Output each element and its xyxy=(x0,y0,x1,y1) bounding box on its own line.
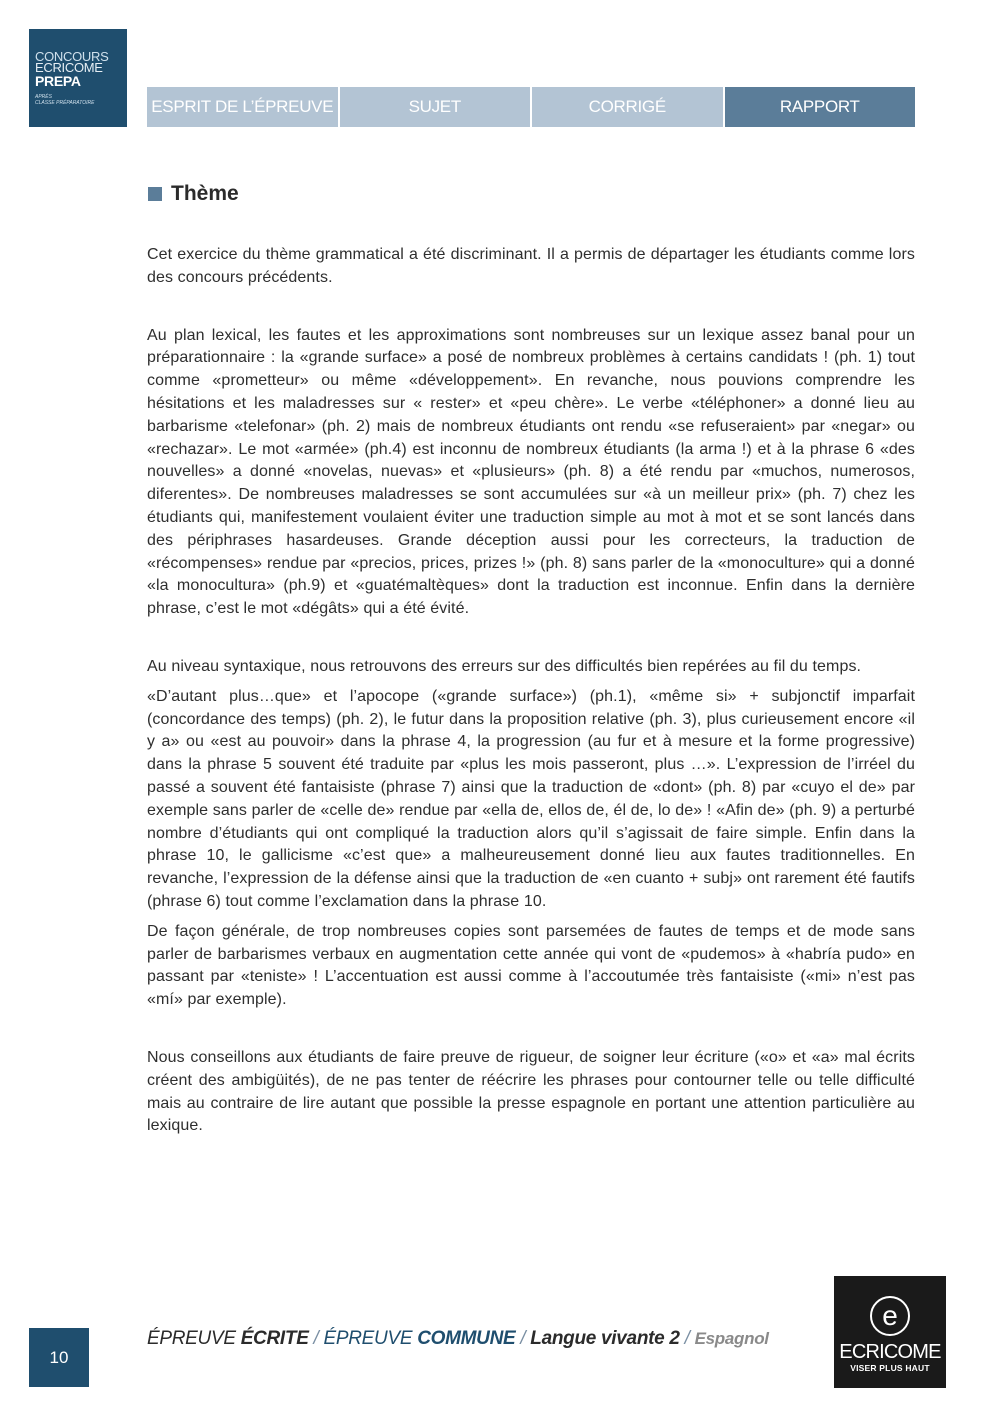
tab-corrige[interactable]: CORRIGÉ xyxy=(532,87,723,127)
page-number: 10 xyxy=(29,1328,89,1387)
paragraph-intro: Cet exercice du thème grammatical a été discriminant. Il a permis de départager les étudiants comme lors des concours précédents. xyxy=(147,246,915,286)
footer-langue: Langue vivante 2 xyxy=(530,1328,680,1349)
section-heading xyxy=(148,182,239,206)
logo-line-ecricome: ECRICOME xyxy=(35,60,103,75)
tab-rapport[interactable]: RAPPORT xyxy=(725,87,916,127)
section-tabs xyxy=(147,87,915,127)
footer-separator: / xyxy=(515,1328,531,1349)
paragraph-advice: Nous conseillons aux étudiants de faire preuve de rigueur, de soigner leur écriture («o» et «a» mal écrits créent des ambigüités), de ne pas tenter de réécrire les phrases pour contourner telle ou telle difficulté mais au contraire de lire autant que possible la presse espagnole en portant une attention particulière au lexique. xyxy=(147,1048,915,1135)
ecricome-e-icon: e xyxy=(870,1296,910,1336)
concours-logo xyxy=(29,29,127,127)
logo-line-concours: CONCOURS xyxy=(35,49,109,64)
paragraph-syntax-details: «D’autant plus…que» et l’apocope («grande surface») (ph.1), «même si» + subjonctif imparfait (concordance des temps) (ph. 2), le futur dans la proposition relative (ph. 3), plus curieusement encore «il y a» ou «est au pouvoir» dans la phrase 4, la progression (au fur et à mesure et la forme progressive) dans la phrase 5 souvent été traduite par «plus les mois passeront, plus …». L’expression de l’irréel du passé a souvent été fantaisiste (phrase 7) ainsi que la traduction de «dont» (ph. 8) par «cuyo el de» par exemple sans parler de «celle de» rendue par «ella de, ellos de, él de, lo de» ! «Afin de» (ph. 9) a perturbé nombre d’étudiants qui ont compliqué la traduction alors qu’il s’agissait de faire simple. Enfin dans la phrase 10, le gallicisme «c’est que» a malheureusement donné lieu aux fautes traditionnelles. En revanche, l’expression de la défense ainsi que la traduction de «en cuanto + subj» ont rarement été fautifs (phrase 6) tout comme l’exclamation dans la phrase 10. xyxy=(147,687,915,910)
footer-epreuve-type: ÉCRITE xyxy=(240,1328,309,1349)
footer-epreuve-label: ÉPREUVE xyxy=(147,1328,241,1349)
footer-separator: / xyxy=(679,1328,695,1349)
section-title: Thème xyxy=(171,182,239,205)
tab-sujet[interactable]: SUJET xyxy=(340,87,531,127)
heading-bullet-icon xyxy=(148,187,162,201)
tab-esprit[interactable]: ESPRIT DE L’ÉPREUVE xyxy=(147,87,338,127)
footer-matiere: Espagnol xyxy=(694,1329,769,1348)
ecricome-brand-logo xyxy=(834,1276,946,1388)
paragraph-lexical: Au plan lexical, les fautes et les approximations sont nombreuses sur un lexique assez banal pour un préparationnaire : la «grande surface» a posé de nombreux problèmes à certains candidats ! (ph. 1) tout comme «prometteur» ou même «développement». En revanche, nous pouvions comprendre les hésitations et les maladresses sur « rester» et «peu chère». Le verbe «téléphoner» a donné lieu au barbarisme «telefonar» (ph. 2) mais de nombreux étudiants ont rendu «se refuseraient» par «negar» ou «rechazar». Le mot «armée» (ph.4) est inconnu de nombreux étudiants (la arma !) et à la phrase 6 «des nouvelles» a donné «novelas, nuevas» et «plusieurs» (ph. 8) a été rendu par «muchos, numerosos, diferentes». De nombreuses maladresses se sont accumulées sur «à un meilleur prix» (ph. 7) chez les étudiants qui, manifestement voulaient éviter une traduction simple au mot à mot et se sont lancés dans des périphrases hasardeuses. Grande déception aussi pour les correcteurs, la traduction de «récompenses» rendue par «precios, prices, prizes !» (ph. 8) sans parler de la «monoculture» qui a donné «la monocultura» (ph.9) et «guatémaltèques» dont la traduction est inconnue. Enfin dans la dernière phrase, c’est le mot «dégâts» qui a été évité. xyxy=(147,326,915,618)
footer-commune-type: COMMUNE xyxy=(417,1328,516,1349)
brand-tagline: VISER PLUS HAUT xyxy=(850,1363,930,1373)
logo-line-apres: APRÈS xyxy=(35,94,52,100)
logo-line-classe: CLASSE PRÉPARATOIRE xyxy=(35,100,95,106)
paragraph-syntax-intro: Au niveau syntaxique, nous retrouvons des erreurs sur des difficultés bien repérées au fil du temps. xyxy=(147,657,862,675)
logo-line-prepa: PREPA xyxy=(35,73,81,89)
footer-exam-info xyxy=(147,1328,769,1350)
report-body xyxy=(147,244,915,1138)
paragraph-general: De façon générale, de trop nombreuses copies sont parsemées de fautes de temps et de mode sans parler de barbarismes verbaux en augmentation cette année qui vont de «pudemos» à «habría pudo» en passant par «teniste» ! L’accentuation est aussi comme à l’accoutumée très fantaisiste («mi» n’est pas «mí» par exemple). xyxy=(147,922,915,1009)
footer-commune-label: ÉPREUVE xyxy=(323,1328,418,1349)
brand-name: ECRICOME xyxy=(839,1341,941,1363)
footer-separator: / xyxy=(308,1328,324,1349)
